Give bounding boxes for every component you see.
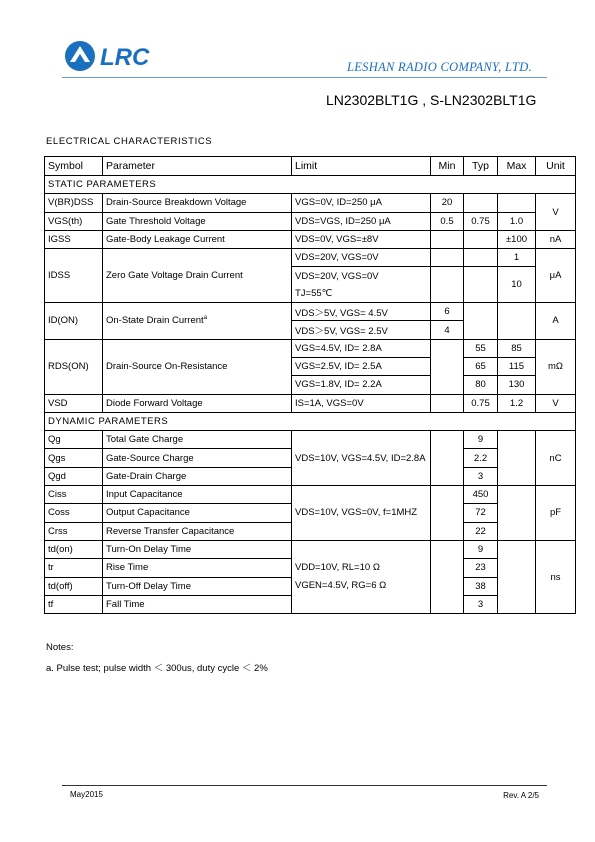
unit-cell: mΩ [536, 339, 576, 394]
symbol-cell: td(off) [45, 577, 103, 595]
parameter-cell: Turn-Off Delay Time [103, 577, 292, 595]
max-cell: 1.2 [498, 394, 536, 412]
max-cell [498, 431, 536, 486]
unit-cell: nA [536, 230, 576, 248]
min-cell: 20 [431, 194, 464, 212]
parameter-cell: Gate-Body Leakage Current [103, 230, 292, 248]
header-limit: Limit [292, 157, 431, 176]
condition-cell: VGS=0V, ID=250 μA [292, 194, 431, 212]
typ-cell: 0.75 [464, 212, 498, 230]
typ-cell: 450 [464, 486, 498, 504]
typ-cell: 55 [464, 339, 498, 357]
min-cell: 4 [431, 321, 464, 339]
dynamic-section-title: DYNAMIC PARAMETERS [45, 412, 576, 430]
table-row [45, 339, 576, 357]
parameter-text: On-State Drain Current [106, 315, 204, 327]
typ-cell: 9 [464, 431, 498, 449]
max-cell: 1 [498, 249, 536, 267]
parameter-cell: Drain-Source On-Resistance [103, 339, 292, 394]
unit-cell: A [536, 303, 576, 340]
condition-cell: IS=1A, VGS=0V [292, 394, 431, 412]
symbol-cell: Qg [45, 431, 103, 449]
parameter-cell: Reverse Transfer Capacitance [103, 522, 292, 540]
condition-cell: VDS=10V, VGS=4.5V, ID=2.8A [292, 431, 431, 486]
table-row [45, 431, 576, 449]
footnote-marker: a [203, 315, 208, 322]
typ-cell [464, 230, 498, 248]
max-cell: 10 [498, 267, 536, 303]
parameter-cell: Input Capacitance [103, 486, 292, 504]
parameter-cell: Gate-Drain Charge [103, 467, 292, 485]
table-row [45, 303, 576, 321]
min-cell: 0.5 [431, 212, 464, 230]
symbol-cell: VSD [45, 394, 103, 412]
min-cell [431, 394, 464, 412]
symbol-cell: VGS(th) [45, 212, 103, 230]
parameter-cell: Turn-On Delay Time [103, 540, 292, 558]
min-cell [431, 486, 464, 541]
min-cell: 6 [431, 303, 464, 321]
footer-revision: Rev. A 2/5 [503, 791, 539, 800]
header-symbol: Symbol [45, 157, 103, 176]
table-row [45, 194, 576, 212]
typ-cell [464, 249, 498, 267]
condition-cell: VDS=10V, VGS=0V, f=1MHZ [292, 486, 431, 541]
min-cell [431, 431, 464, 486]
header-unit: Unit [536, 157, 576, 176]
symbol-cell: Coss [45, 504, 103, 522]
dynamic-section-row [45, 412, 576, 430]
static-section-row [45, 176, 576, 194]
typ-cell: 22 [464, 522, 498, 540]
characteristics-table [44, 156, 576, 614]
table-row [45, 212, 576, 230]
section-title: ELECTRICAL CHARACTERISTICS [46, 136, 213, 147]
table-header-row [45, 157, 576, 176]
symbol-cell: ID(ON) [45, 303, 103, 340]
notes-title: Notes: [46, 642, 74, 653]
static-section-title: STATIC PARAMETERS [45, 176, 576, 194]
max-cell: 85 [498, 339, 536, 357]
switching-condition-2: VGEN=4.5V, RG=6 Ω [295, 580, 387, 592]
table-row [45, 486, 576, 504]
unit-cell: V [536, 394, 576, 412]
condition-cell: VGS=4.5V, ID= 2.8A [292, 339, 431, 357]
max-cell: 130 [498, 376, 536, 394]
parameter-cell: Rise Time [103, 559, 292, 577]
typ-cell [464, 303, 498, 340]
symbol-cell: td(on) [45, 540, 103, 558]
symbol-cell: Qgs [45, 449, 103, 467]
parameter-cell: Total Gate Charge [103, 431, 292, 449]
max-cell: 1.0 [498, 212, 536, 230]
typ-cell: 0.75 [464, 394, 498, 412]
parameter-cell: Gate-Source Charge [103, 449, 292, 467]
condition-cell: TJ=55℃ [292, 285, 431, 303]
symbol-cell: Ciss [45, 486, 103, 504]
unit-cell: pF [536, 486, 576, 541]
condition-cell [292, 540, 431, 613]
condition-cell: VGS=2.5V, ID= 2.5A [292, 357, 431, 375]
max-cell: 115 [498, 357, 536, 375]
header-typ: Typ [464, 157, 498, 176]
parameter-cell: Fall Time [103, 595, 292, 613]
header-parameter: Parameter [103, 157, 292, 176]
symbol-cell: RDS(ON) [45, 339, 103, 394]
parameter-cell: Zero Gate Voltage Drain Current [103, 249, 292, 303]
typ-cell: 23 [464, 559, 498, 577]
typ-cell: 72 [464, 504, 498, 522]
typ-cell: 80 [464, 376, 498, 394]
unit-cell: nC [536, 431, 576, 486]
typ-cell: 9 [464, 540, 498, 558]
parameter-cell: Output Capacitance [103, 504, 292, 522]
lrc-logo [62, 36, 172, 76]
table-row [45, 394, 576, 412]
symbol-cell: tr [45, 559, 103, 577]
max-cell [498, 303, 536, 340]
min-cell [431, 339, 464, 394]
company-name: LESHAN RADIO COMPANY, LTD. [347, 60, 533, 74]
max-cell: ±100 [498, 230, 536, 248]
symbol-cell: Qgd [45, 467, 103, 485]
header-rule [62, 77, 547, 78]
table-row [45, 540, 576, 558]
parameter-cell: Gate Threshold Voltage [103, 212, 292, 230]
parameter-cell: Diode Forward Voltage [103, 394, 292, 412]
condition-cell: VDS＞5V, VGS= 2.5V [292, 321, 431, 339]
unit-cell: μA [536, 249, 576, 303]
min-cell [431, 540, 464, 613]
max-cell [498, 486, 536, 541]
symbol-cell: IGSS [45, 230, 103, 248]
footer-rule [62, 785, 547, 786]
part-number: LN2302BLT1G , S-LN2302BLT1G [326, 92, 537, 108]
parameter-cell: Drain-Source Breakdown Voltage [103, 194, 292, 212]
condition-cell: VGS=1.8V, ID= 2.2A [292, 376, 431, 394]
note-a: a. Pulse test; pulse width ＜ 300us, duty cycle ＜ 2% [46, 663, 268, 674]
unit-cell: ns [536, 540, 576, 613]
typ-cell: 3 [464, 595, 498, 613]
switching-condition-1: VDD=10V, RL=10 Ω [295, 562, 380, 574]
min-cell [431, 249, 464, 267]
condition-cell: VDS=20V, VGS=0V [292, 249, 431, 267]
footer-date: May2015 [70, 790, 103, 799]
table-row [45, 230, 576, 248]
symbol-cell: Crss [45, 522, 103, 540]
typ-cell: 38 [464, 577, 498, 595]
min-cell [431, 267, 464, 303]
typ-cell [464, 194, 498, 212]
logo-text: LRC [100, 44, 150, 71]
symbol-cell: V(BR)DSS [45, 194, 103, 212]
typ-cell: 2.2 [464, 449, 498, 467]
max-cell [498, 540, 536, 613]
condition-cell: VDS=20V, VGS=0V [292, 267, 431, 285]
parameter-cell [103, 303, 292, 340]
header-max: Max [498, 157, 536, 176]
condition-cell: VDS＞5V, VGS= 4.5V [292, 303, 431, 321]
unit-cell: V [536, 194, 576, 231]
table-row [45, 249, 576, 267]
header-min: Min [431, 157, 464, 176]
condition-cell: VDS=0V, VGS=±8V [292, 230, 431, 248]
symbol-cell: IDSS [45, 249, 103, 303]
max-cell [498, 194, 536, 212]
typ-cell: 65 [464, 357, 498, 375]
condition-cell: VDS=VGS, ID=250 μA [292, 212, 431, 230]
typ-cell: 3 [464, 467, 498, 485]
min-cell [431, 230, 464, 248]
symbol-cell: tf [45, 595, 103, 613]
typ-cell [464, 267, 498, 303]
